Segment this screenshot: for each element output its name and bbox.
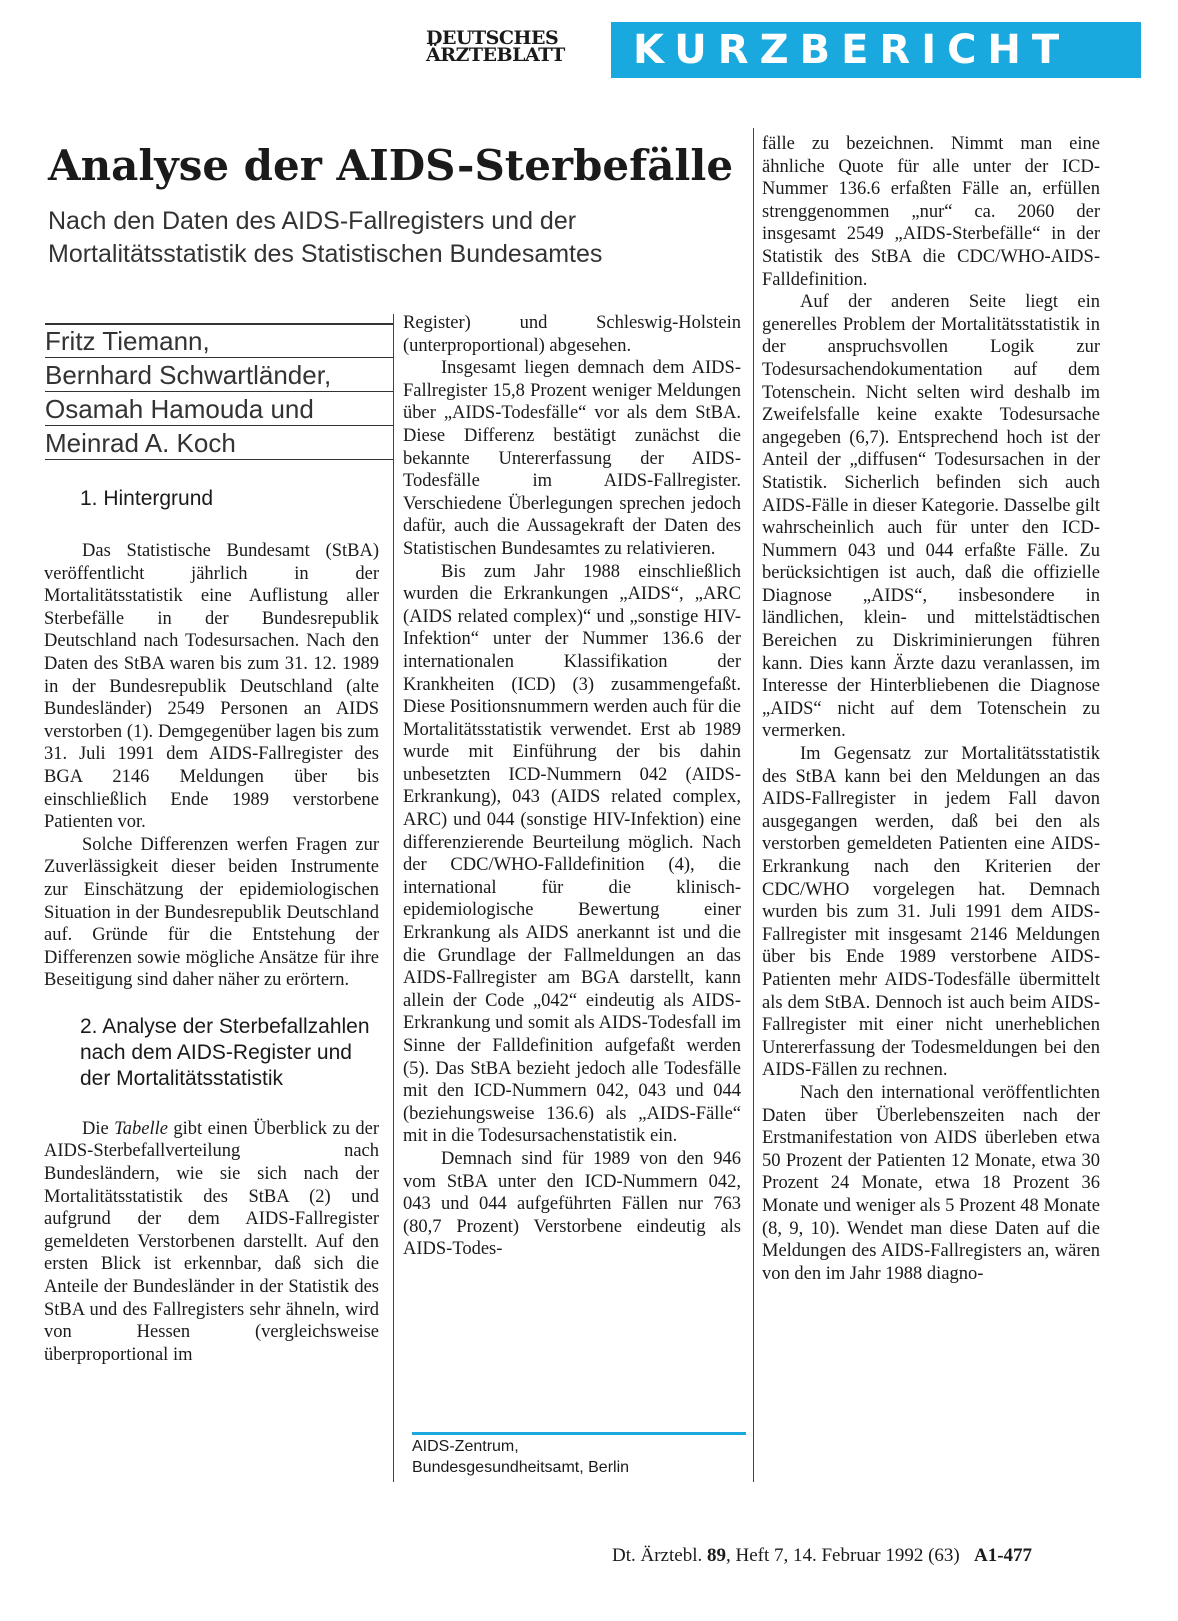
column-divider	[753, 128, 754, 1482]
paragraph: Solche Differenzen werfen Fragen zur Zuverlässigkeit dieser beiden Instrumente zur Einschätzung der epidemiologischen Situation in der Bundesrepublik Deutschland auf. Gründe für die Entstehung der Differenzen sowie mögliche Ansätze für ihre Beseitigung sind daher näher zu erörtern.	[44, 834, 379, 991]
paragraph: Bis zum Jahr 1988 einschließlich wurden die Erkrankungen „AIDS“, „ARC (AIDS related complex)“ und „sonstige HIV-Infektion“ unter der Nummer 136.6 der internationalen Klassifikation der Krankheiten (ICD) (3) zusammengefaßt. Diese Positionsnummern werden auch für die Mortalitätsstatistik verwendet. Erst ab 1989 wurde mit Einführung der bis dahin unbesetzten ICD-Nummern 042 (AIDS-Erkrankung), 043 (AIDS related complex, ARC) und 044 (sonstige HIV-Infektion) eine differenzierende Beurteilung möglich. Nach der CDC/WHO-Falldefinition (4), die international für die klinisch-epidemiologische Bewertung einer Erkrankung als AIDS anerkannt ist und die die Grundlage der Fallmeldungen an das AIDS-Fallregister am BGA darstellt, kann allein der Code „042“ eindeutig als AIDS-Erkrankung und somit als AIDS-Todesfall im Sinne der Falldefinition aufgefaßt werden (5). Das StBA bezieht jedoch alle Todesfälle mit den ICD-Nummern 042, 043 und 044 (beziehungsweise 136.6) als „AIDS-Fälle“ mit in die Todesursachenstatistik ein.	[403, 561, 741, 1147]
article-title: Analyse der AIDS-Sterbefälle	[48, 141, 734, 190]
column-1	[44, 486, 379, 1366]
paragraph	[44, 1118, 379, 1367]
author: Meinrad A. Koch	[45, 426, 393, 460]
paragraph: Insgesamt liegen demnach dem AIDS-Fallregister 15,8 Prozent weniger Meldungen über „AIDS-Todesfälle“ vor als dem StBA. Diese Differenz bestätigt zunächst die bekannte Untererfassung der AIDS-Todesfälle im AIDS-Fallregister. Verschiedene Überlegungen sprechen jedoch dafür, auch die Aussagekraft der Daten des Statistischen Bundesamtes zu relativieren.	[403, 358, 741, 559]
article-subtitle	[48, 205, 748, 271]
journal-abbrev: Dt. Ärztebl.	[612, 1545, 703, 1566]
section-heading-1: 1. Hintergrund	[80, 487, 214, 510]
text: Die	[82, 1118, 115, 1139]
page-footer	[612, 1545, 1172, 1567]
paragraph: Im Gegensatz zur Mortalitätsstatistik des StBA kann bei den Meldungen an das AIDS-Fallregister in jedem Fall davon ausgegangen werden, daß bei den als verstorben gemeldeten Patienten eine AIDS-Erkrankung nach den Kriterien der CDC/WHO vorgelegen hat. Demnach wurden bis zum 31. Juli 1991 dem AIDS-Fallregister mit insgesamt 2146 Meldungen über bis Ende 1989 verstorbene AIDS-Patienten mehr AIDS-Todesfälle übermittelt als dem StBA. Dennoch ist auch beim AIDS-Fallregister mit einer nicht unerheblichen Untererfassung der Todesmeldungen bei den AIDS-Fällen zu rechnen.	[762, 744, 1100, 1081]
subtitle-line2: Mortalitätsstatistik des Statistischen Bundesamtes	[48, 240, 603, 268]
author: Bernhard Schwartländer,	[45, 358, 393, 392]
paragraph: Auf der anderen Seite liegt ein generelles Problem der Mortalitätsstatistik in der anspruchsvollen Logik zur Todesursachendokumentation auf dem Totenschein. Nicht selten wird deshalb im Zweifelsfalle keine exakte Todesursache angegeben (6,7). Entsprechend hoch ist der Anteil der „diffusen“ Todesursachen in der Statistik. Sicherlich befinden sich auch AIDS-Fälle in dieser Kategorie. Dasselbe gilt wahrscheinlich auch für unter den ICD-Nummern 043 und 044 erfaßte Fälle. Zu berücksichtigen ist auch, daß die offizielle Diagnose „AIDS“, insbesondere in ländlichen, klein- und mittelstädtischen Bereichen zu Diskriminierungen führen kann. Dies kann Ärzte dazu veranlassen, im Interesse der Hinterbliebenen die Diagnose „AIDS“ nicht auf dem Totenschein zu vermerken.	[762, 292, 1100, 742]
author-list	[45, 324, 393, 460]
affiliation-rule	[412, 1432, 746, 1435]
text: gibt einen Überblick zu der AIDS-Sterbefallverteilung nach Bundesländern, wie sie sich nach der Mortalitätsstatistik des StBA (2) und aufgrund der dem AIDS-Fallregister gemeldeten Verstorbenen darstellt. Auf den ersten Blick ist erkennbar, daß sich die Anteile der Bundesländer in der Statistik des StBA und des Fallregisters sehr ähneln, wird von Hessen (vergleichsweise überproportional im	[44, 1118, 379, 1365]
column-3	[762, 133, 1100, 1285]
volume-number: 89	[706, 1545, 726, 1566]
column-divider	[393, 314, 394, 1482]
page-number: A1-477	[974, 1545, 1033, 1566]
author: Fritz Tiemann,	[45, 324, 393, 358]
section-heading-2: 2. Analyse der Sterbefallzahlen nach dem AIDS-Register und der Mortalitätsstatistik	[80, 1014, 370, 1090]
subtitle-line1: Nach den Daten des AIDS-Fallregisters und der	[48, 207, 577, 235]
masthead-line1: DEUTSCHES	[426, 27, 559, 49]
paragraph: Register) und Schleswig-Holstein (unterproportional) abgesehen.	[403, 313, 741, 356]
masthead-line2: ÄRZTEBLATT	[426, 44, 565, 66]
paragraph: Nach den international veröffentlichten Daten über Überlebenszeiten nach der Erstmanifestation von AIDS überleben etwa 50 Prozent der Patienten 12 Monate, etwa 30 Prozent 24 Monate, etwa 18 Prozent 36 Monate und weniger als 5 Prozent 48 Monate (8, 9, 10). Wendet man diese Daten auf die Meldungen des AIDS-Fallregisters an, wären von den im Jahr 1988 diagno-	[762, 1082, 1100, 1284]
affiliation-line: AIDS-Zentrum,	[412, 1438, 519, 1455]
author: Osamah Hamouda und	[45, 392, 393, 426]
issue-info: , Heft 7, 14. Februar 1992 (63)	[725, 1545, 960, 1566]
section-banner: KURZBERICHT	[611, 22, 1141, 78]
affiliation-line: Bundesgesundheitsamt, Berlin	[412, 1459, 630, 1476]
journal-masthead	[426, 27, 596, 76]
paragraph: Demnach sind für 1989 von den 946 vom StBA unter den ICD-Nummern 042, 043 und 044 aufgeführten Fällen nur 763 (80,7 Prozent) Verstorbene eindeutig als AIDS-Todes-	[403, 1148, 741, 1260]
column-2	[403, 312, 741, 1261]
author-affiliation	[412, 1436, 746, 1478]
paragraph: fälle zu bezeichnen. Nimmt man eine ähnliche Quote für alle unter der ICD-Nummer 136.6 erfaßten Fälle an, erfüllen strenggenommen „nur“ ca. 2060 der insgesamt 2549 „AIDS-Sterbefälle“ in der Statistik des StBA die CDC/WHO-AIDS-Falldefinition.	[762, 134, 1100, 290]
paragraph: Das Statistische Bundesamt (StBA) veröffentlicht jährlich in der Mortalitätsstatistik eine Auflistung aller Sterbefälle in der Bundesrepublik Deutschland nach Todesursachen. Nach den Daten des StBA waren bis zum 31. 12. 1989 in der Bundesrepublik Deutschland (alte Bundesländer) 2549 Personen an AIDS verstorben (1). Demgegenüber lagen bis zum 31. Juli 1991 dem AIDS-Fallregister des BGA 2146 Meldungen über bis einschließlich Ende 1989 verstorbene Patienten vor.	[44, 541, 379, 833]
table-reference: Tabelle	[114, 1118, 168, 1139]
